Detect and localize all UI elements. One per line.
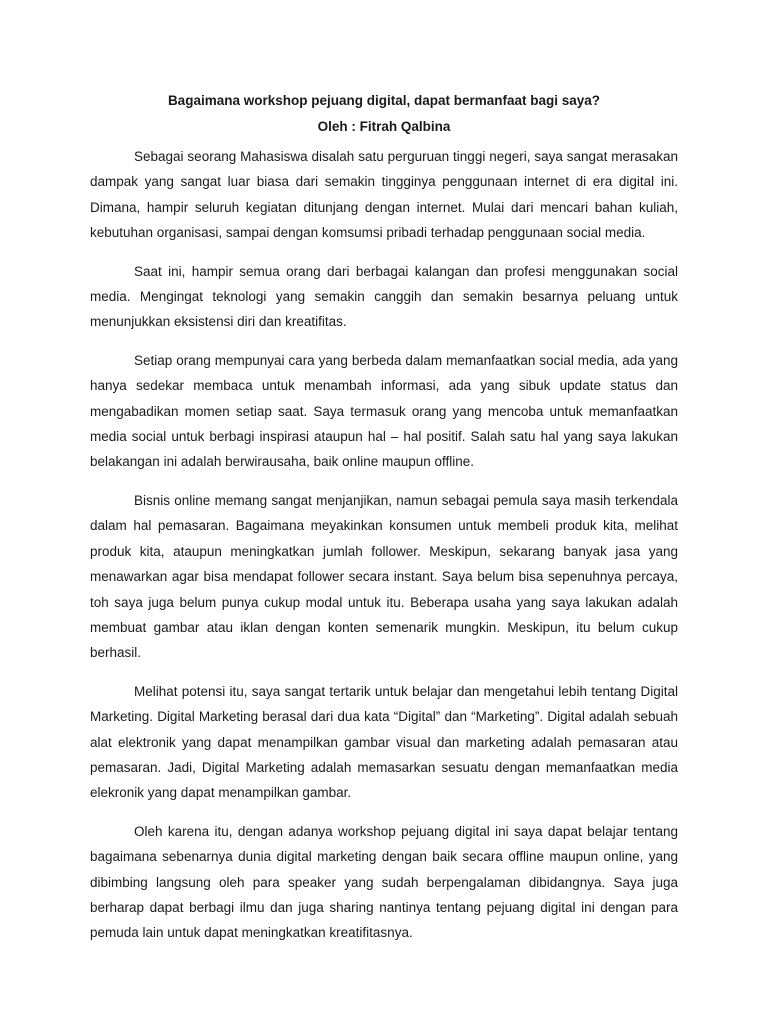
paragraph-1: Sebagai seorang Mahasiswa disalah satu perguruan tinggi negeri, saya sangat merasakan dampak yang sangat luar biasa dari semakin tingginya penggunaan internet di era digital ini. Dimana, hampir seluruh kegiatan ditunjang dengan internet. Mulai dari mencari bahan kuliah, kebutuhan organisasi, sampai dengan komsumsi pribadi terhadap penggunaan social media.: [90, 149, 678, 241]
document-page: [90, 88, 678, 959]
paragraph-5: Melihat potensi itu, saya sangat tertarik untuk belajar dan mengetahui lebih tentang Digital Marketing. Digital Marketing berasal dari dua kata “Digital” dan “Marketing”. Digital adalah sebuah alat elektronik yang dapat menampilkan gambar visual dan marketing adalah pemasaran atau pemasaran. Jadi, Digital Marketing adalah memasarkan sesuatu dengan memanfaatkan media elekronik yang dapat menampilkan gambar.: [90, 683, 678, 801]
paragraph-6: Oleh karena itu, dengan adanya workshop pejuang digital ini saya dapat belajar tentang bagaimana sebenarnya dunia digital marketing dengan baik secara offline maupun online, yang dibimbing langsung oleh para speaker yang sudah berpengalaman dibidangnya. Saya juga berharap dapat berbagi ilmu dan juga sharing nantinya tentang pejuang digital ini dengan para pemuda lain untuk dapat meningkatkan kreatifitasnya.: [90, 823, 678, 941]
paragraph-3: Setiap orang mempunyai cara yang berbeda dalam memanfaatkan social media, ada yang hanya sedekar membaca untuk menambah informasi, ada yang sibuk update status dan mengabadikan momen setiap saat. Saya termasuk orang yang mencoba untuk memanfaatkan media social untuk berbagi inspirasi ataupun hal – hal positif. Salah satu hal yang saya lakukan belakangan ini adalah berwirausaha, baik online maupun offline.: [90, 352, 678, 470]
paragraph-4: Bisnis online memang sangat menjanjikan, namun sebagai pemula saya masih terkendala dalam hal pemasaran. Bagaimana meyakinkan konsumen untuk membeli produk kita, melihat produk kita, ataupun meningkatkan jumlah follower. Meskipun, sekarang banyak jasa yang menawarkan agar bisa mendapat follower secara instant. Saya belum bisa sepenuhnya percaya, toh saya juga belum punya cukup modal untuk itu. Beberapa usaha yang saya lakukan adalah membuat gambar atau iklan dengan konten semenarik mungkin. Meskipun, itu belum cukup berhasil.: [90, 492, 678, 661]
document-author: Oleh : Fitrah Qalbina: [317, 119, 451, 134]
document-title: Bagaimana workshop pejuang digital, dapat bermanfaat bagi saya?: [167, 93, 601, 108]
paragraph-2: Saat ini, hampir semua orang dari berbagai kalangan dan profesi menggunakan social media. Mengingat teknologi yang semakin canggih dan semakin besarnya peluang untuk menunjukkan eksistensi diri dan kreatifitas.: [90, 263, 678, 330]
